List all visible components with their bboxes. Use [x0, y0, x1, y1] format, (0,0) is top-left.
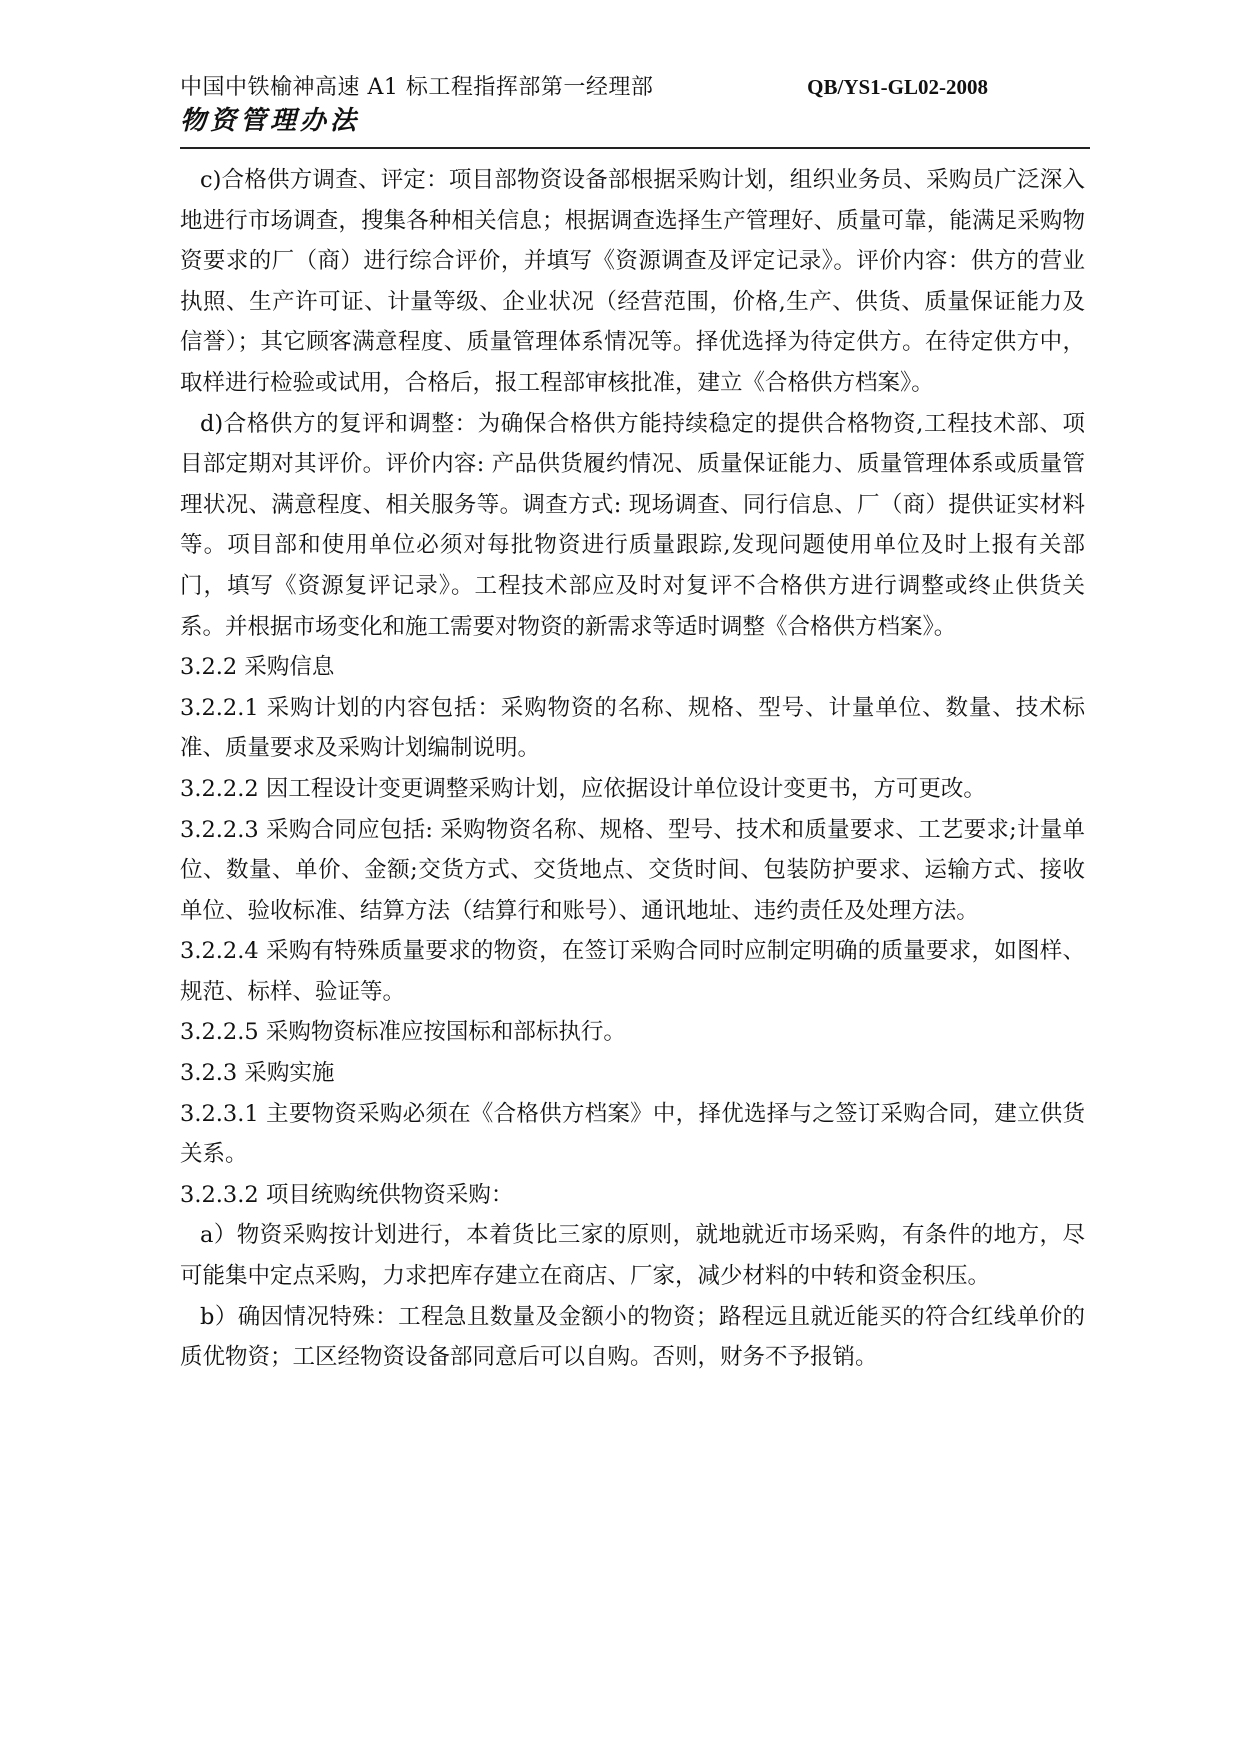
- organization-name: 中国中铁榆神高速 A1 标工程指挥部第一经理部: [180, 75, 654, 100]
- header-row: [180, 72, 1080, 103]
- clause-3-2-2-2: 3.2.2.2 因工程设计变更调整采购计划，应依据设计单位设计变更书，方可更改。: [180, 775, 986, 802]
- document-code: QB/YS1-GL02-2008: [807, 75, 988, 99]
- item-a-planned-purchasing: a）物资采购按计划进行，本着货比三家的原则，就地就近市场采购，有条件的地方，尽可能集中定点采购，力求把库存建立在商店、厂家，减少材料的中转和资金积压。: [180, 1222, 1085, 1290]
- section-heading-purchase-implementation: 3.2.3 采购实施: [180, 1060, 335, 1087]
- clause-3-2-2-3: 3.2.2.3 采购合同应包括: 采购物资名称、规格、型号、技术和质量要求、工艺要求;计量单位、数量、单价、金额;交货方式、交货地点、交货时间、包装防护要求、运输方式、接收单位、验收标准、结算方法（结算行和账号）、通讯地址、违约责任及处理方法。: [180, 816, 1085, 924]
- item-b-special-cases: b）确因情况特殊：工程急且数量及金额小的物资；路程远且就近能买的符合红线单价的质优物资；工区经物资设备部同意后可以自购。否则，财务不予报销。: [180, 1303, 1085, 1371]
- document-title: 物资管理办法: [180, 106, 361, 136]
- document-body: [180, 160, 1085, 1378]
- clause-3-2-2-1: 3.2.2.1 采购计划的内容包括：采购物资的名称、规格、型号、计量单位、数量、技术标准、质量要求及采购计划编制说明。: [180, 694, 1085, 762]
- clause-3-2-2-5: 3.2.2.5 采购物资标准应按国标和部标执行。: [180, 1019, 626, 1046]
- clause-3-2-3-1: 3.2.3.1 主要物资采购必须在《合格供方档案》中，择优选择与之签订采购合同，建立供货关系。: [180, 1100, 1085, 1168]
- paragraph-qualified-supplier-evaluation: c)合格供方调查、评定：项目部物资设备部根据采购计划，组织业务员、采购员广泛深入地进行市场调查，搜集各种相关信息；根据调查选择生产管理好、质量可靠，能满足采购物资要求的厂（商）进行综合评价，并填写《资源调查及评定记录》。评价内容：供方的营业执照、生产许可证、计量等级、企业状况（经营范围，价格,生产、供货、质量保证能力及信誉）；其它顾客满意程度、质量管理体系情况等。择优选择为待定供方。在待定供方中，取样进行检验或试用，合格后，报工程部审核批准，建立《合格供方档案》。: [180, 167, 1085, 396]
- clause-3-2-2-4: 3.2.2.4 采购有特殊质量要求的物资，在签订采购合同时应制定明确的质量要求，如图样、规范、标样、验证等。: [180, 938, 1085, 1005]
- clause-3-2-3-2: 3.2.3.2 项目统购统供物资采购：: [180, 1181, 514, 1208]
- header-divider: [180, 147, 1090, 149]
- section-heading-purchase-info: 3.2.2 采购信息: [180, 654, 335, 681]
- paragraph-supplier-reevaluation: d)合格供方的复评和调整：为确保合格供方能持续稳定的提供合格物资,工程技术部、项目部定期对其评价。评价内容: 产品供货履约情况、质量保证能力、质量管理体系或质量管理状况、满意程度、相关服务等。调查方式: 现场调查、同行信息、厂（商）提供证实材料等。项目部和使用单位必须对每批物资进行质量跟踪,发现问题使用单位及时上报有关部门，填写《资源复评记录》。工程技术部应及时对复评不合格供方进行调整或终止供货关系。并根据市场变化和施工需要对物资的新需求等适时调整《合格供方档案》。: [180, 410, 1085, 640]
- page-header: [180, 72, 1080, 139]
